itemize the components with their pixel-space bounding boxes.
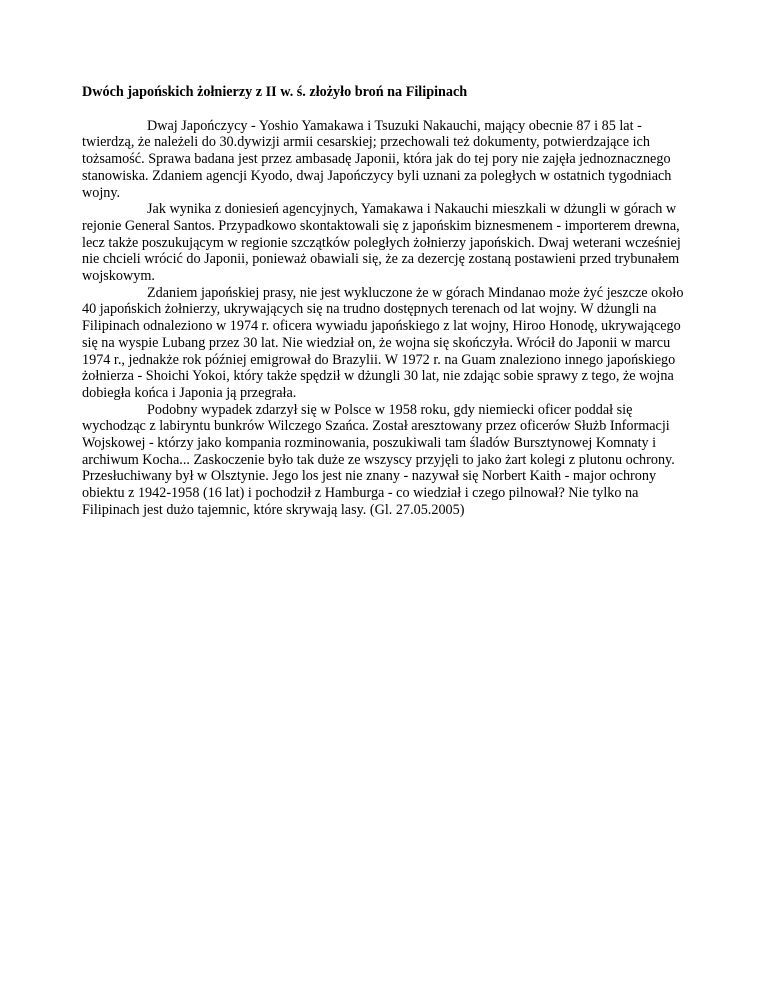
paragraph-1: Dwaj Japończycy - Yoshio Yamakawa i Tsuzuki Nakauchi, mający obecnie 87 i 85 lat - twierdzą, że należeli do 30.dywizji armii cesarskiej; przechowali też dokumenty, potwierdzające ich tożsamość. Sprawa badana jest przez ambasadę Japonii, która jak do tej pory nie zajęła jednoznacznego stanowiska. Zdaniem agencji Kyodo, dwaj Japończycy byli uznani za poległych w ostatnich tygodniach wojny.: [82, 117, 672, 201]
paragraph-3: Zdaniem japońskiej prasy, nie jest wykluczone że w górach Mindanao może żyć jeszcze około 40 japońskich żołnierzy, ukrywających się na trudno dostępnych terenach od lat wojny. W dżungli na Filipinach odnaleziono w 1974 r. oficera wywiadu japońskiego z lat wojny, Hiroo Honodę, ukrywającego się na wyspie Lubang przez 30 lat. Nie wiedział on, że wojna się skończyła. Wrócił do Japonii w marcu 1974 r., jednakże rok później emigrował do Brazylii. W 1972 r. na Guam znaleziono innego japońskiego żołnierza - Shoichi Yokoi, który także spędził w dżungli 30 lat, nie zdając sobie sprawy z tego, że wojna dobiegła końca i Japonia ją przegrała.: [82, 284, 684, 401]
document-body: [82, 84, 692, 519]
paragraph-2: Jak wynika z doniesień agencyjnych, Yamakawa i Nakauchi mieszkali w dżungli w górach w rejonie General Santos. Przypadkowo skontaktowali się z japońskim biznesmenem - importerem drewna, lecz także poszukującym w regionie szczątków poległych żołnierzy japońskich. Dwaj weterani wcześniej nie chcieli wrócić do Japonii, ponieważ obawiali się, że za dezercję zostaną postawieni przed trybunałem wojskowym.: [82, 201, 681, 285]
paragraph-4: Podobny wypadek zdarzył się w Polsce w 1958 roku, gdy niemiecki oficer poddał się wychodząc z labiryntu bunkrów Wilczego Szańca. Został aresztowany przez oficerów Służb Informacji Wojskowej - którzy jako kompania rozminowania, poszukiwali tam śladów Bursztynowej Komnaty i archiwum Kocha... Zaskoczenie było tak duże ze wszyscy przyjęli to jako żart kolegi z plutonu ochrony. Przesłuchiwany był w Olsztynie. Jego los jest nie znany - nazywał się Norbert Kaith - major ochrony obiektu z 1942-1958 (16 lat) i pochodził z Hamburga - co wiedział i czego pilnował? Nie tylko na Filipinach jest dużo tajemnic, które skrywają lasy. (Gl. 27.05.2005): [82, 401, 675, 518]
document-title: Dwóch japońskich żołnierzy z II w. ś. złożyło broń na Filipinach: [82, 84, 468, 100]
